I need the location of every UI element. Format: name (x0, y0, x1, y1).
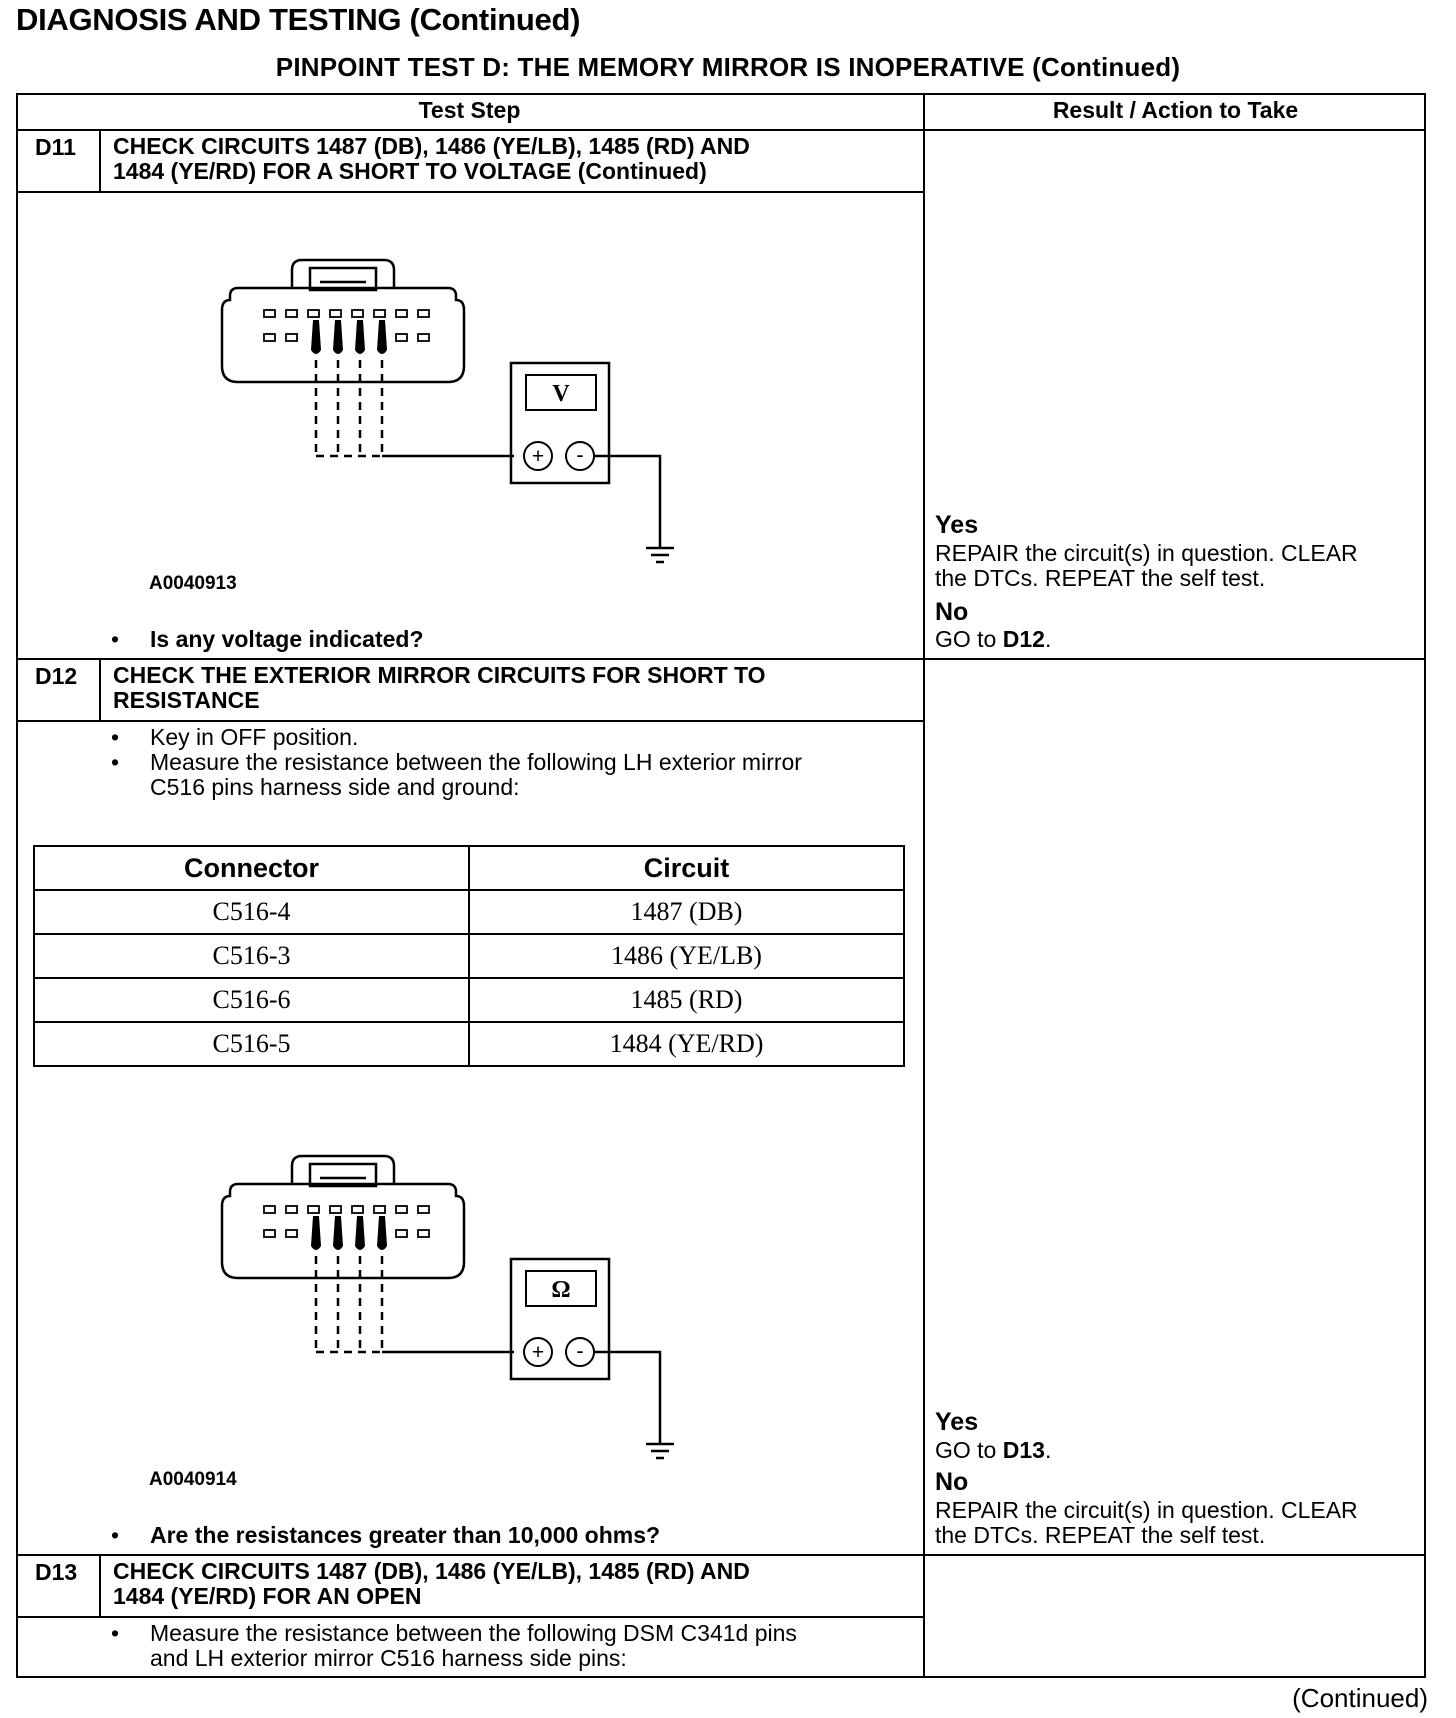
column-divider (923, 93, 925, 1678)
instruction-d12-1: Key in OFF position. (150, 724, 359, 750)
voltmeter (511, 363, 609, 483)
table-row (34, 978, 904, 1022)
bullet-icon: • (111, 626, 120, 652)
bullet-icon: • (111, 1620, 120, 1646)
meter-minus-terminal: - (576, 1338, 584, 1363)
step-id-d13: D13 (35, 1559, 78, 1585)
instruction-d12-2 (150, 750, 802, 800)
goto-label: GO to (935, 1437, 1003, 1463)
step-title-d11-line2: 1484 (YE/RD) FOR A SHORT TO VOLTAGE (Continued) (113, 158, 707, 184)
meter-symbol-v: V (552, 381, 570, 407)
d12-title-divider (16, 720, 924, 722)
instruction-d13-1 (150, 1621, 797, 1671)
table-header-connector: Connector (34, 846, 469, 890)
bullet-icon: • (111, 749, 120, 775)
step-id-d11: D11 (35, 134, 76, 160)
ohmmeter-connector-diagram (200, 1126, 700, 1486)
step-title-d11-line1: CHECK CIRCUITS 1487 (DB), 1486 (YE/LB), 1485 (RD) AND (113, 133, 750, 159)
connector-circuit-table (33, 845, 905, 1067)
bullet-icon: • (111, 724, 120, 750)
result-yes-d11: Yes (935, 511, 979, 539)
table-header-row (34, 846, 904, 890)
page-title: DIAGNOSIS AND TESTING (Continued) (16, 2, 581, 37)
d11-row-divider (16, 658, 1426, 660)
result-yes-d11-line2: the DTCs. REPEAT the self test. (935, 565, 1266, 591)
result-no-d12: No (935, 1468, 969, 1496)
result-yes-d12-text (935, 1438, 1415, 1463)
step-title-d13 (113, 1559, 750, 1609)
step-title-d13-line1: CHECK CIRCUITS 1487 (DB), 1486 (YE/LB), 1485 (RD) AND (113, 1558, 750, 1584)
table-cell-circuit: 1484 (YE/RD) (469, 1022, 904, 1066)
question-d12: Are the resistances greater than 10,000 ohms? (150, 1522, 661, 1548)
table-cell-circuit: 1486 (YE/LB) (469, 934, 904, 978)
d13-title-divider (16, 1616, 924, 1618)
probe-leads (316, 360, 382, 456)
d12-row-divider (16, 1554, 1426, 1556)
table-row (34, 934, 904, 978)
goto-punct: . (1044, 626, 1052, 652)
ohmmeter (511, 1259, 609, 1379)
continued-label: (Continued) (1292, 1683, 1428, 1713)
step-title-d12 (113, 663, 766, 713)
result-no-d11-text (935, 627, 1415, 652)
result-yes-d11-line1: REPAIR the circuit(s) in question. CLEAR (935, 540, 1358, 566)
result-no-d12-line2: the DTCs. REPEAT the self test. (935, 1522, 1266, 1548)
table-header-circuit: Circuit (469, 846, 904, 890)
goto-punct: . (1044, 1437, 1052, 1463)
connector-body (222, 288, 464, 382)
d11-title-divider (16, 191, 924, 193)
voltmeter-connector-diagram (200, 230, 700, 590)
meter-plus-terminal: + (531, 1341, 545, 1364)
instruction-d13-1-line2: and LH exterior mirror C516 harness side pins: (150, 1645, 627, 1671)
header-test-step: Test Step (418, 97, 521, 123)
figure-code-d11: A0040913 (149, 573, 237, 594)
result-yes-d12: Yes (935, 1408, 979, 1436)
table-cell-connector: C516-4 (34, 890, 469, 934)
connector-latch (292, 260, 394, 288)
connector-pins (264, 310, 429, 341)
header-result-action: Result / Action to Take (1052, 97, 1299, 123)
ground-icon (646, 1444, 674, 1458)
test-probes (311, 320, 387, 354)
table-cell-connector: C516-5 (34, 1022, 469, 1066)
connector-latch (292, 1156, 394, 1184)
table-cell-connector: C516-6 (34, 978, 469, 1022)
ground-icon (646, 548, 674, 562)
pinpoint-test-title: PINPOINT TEST D: THE MEMORY MIRROR IS INOPERATIVE (Continued) (275, 52, 1181, 82)
connector-body (222, 1184, 464, 1278)
goto-step-d12: D12 (1002, 626, 1045, 652)
meter-plus-terminal: + (531, 445, 545, 468)
step-id-d12: D12 (35, 663, 78, 689)
meter-symbol-ohm: Ω (551, 1277, 571, 1303)
meter-minus-terminal: - (576, 442, 584, 467)
connector-pins (264, 1206, 429, 1237)
result-no-d12-line1: REPAIR the circuit(s) in question. CLEAR (935, 1497, 1358, 1523)
d13-id-divider (99, 1554, 101, 1617)
table-row (34, 890, 904, 934)
question-d11: Is any voltage indicated? (150, 626, 424, 652)
table-row (34, 1022, 904, 1066)
step-title-d12-line1: CHECK THE EXTERIOR MIRROR CIRCUITS FOR SHORT TO (113, 662, 766, 688)
d11-id-divider (99, 129, 101, 192)
result-no-d12-text (935, 1498, 1415, 1548)
step-title-d12-line2: RESISTANCE (113, 687, 260, 713)
instruction-d13-1-line1: Measure the resistance between the following DSM C341d pins (150, 1620, 797, 1646)
header-divider (16, 129, 1426, 131)
step-title-d13-line2: 1484 (YE/RD) FOR AN OPEN (113, 1583, 422, 1609)
d12-id-divider (99, 658, 101, 721)
goto-label: GO to (935, 626, 1003, 652)
step-title-d11 (113, 134, 750, 184)
bullet-icon: • (111, 1522, 120, 1548)
table-cell-circuit: 1487 (DB) (469, 890, 904, 934)
result-no-d11: No (935, 598, 969, 626)
instruction-d12-2-line2: C516 pins harness side and ground: (150, 774, 520, 800)
instruction-d12-2-line1: Measure the resistance between the following LH exterior mirror (150, 749, 802, 775)
probe-leads (316, 1256, 382, 1352)
table-cell-connector: C516-3 (34, 934, 469, 978)
test-probes (311, 1216, 387, 1250)
figure-code-d12: A0040914 (149, 1469, 237, 1490)
table-cell-circuit: 1485 (RD) (469, 978, 904, 1022)
result-yes-d11-text (935, 541, 1415, 591)
goto-step-d13: D13 (1002, 1437, 1045, 1463)
